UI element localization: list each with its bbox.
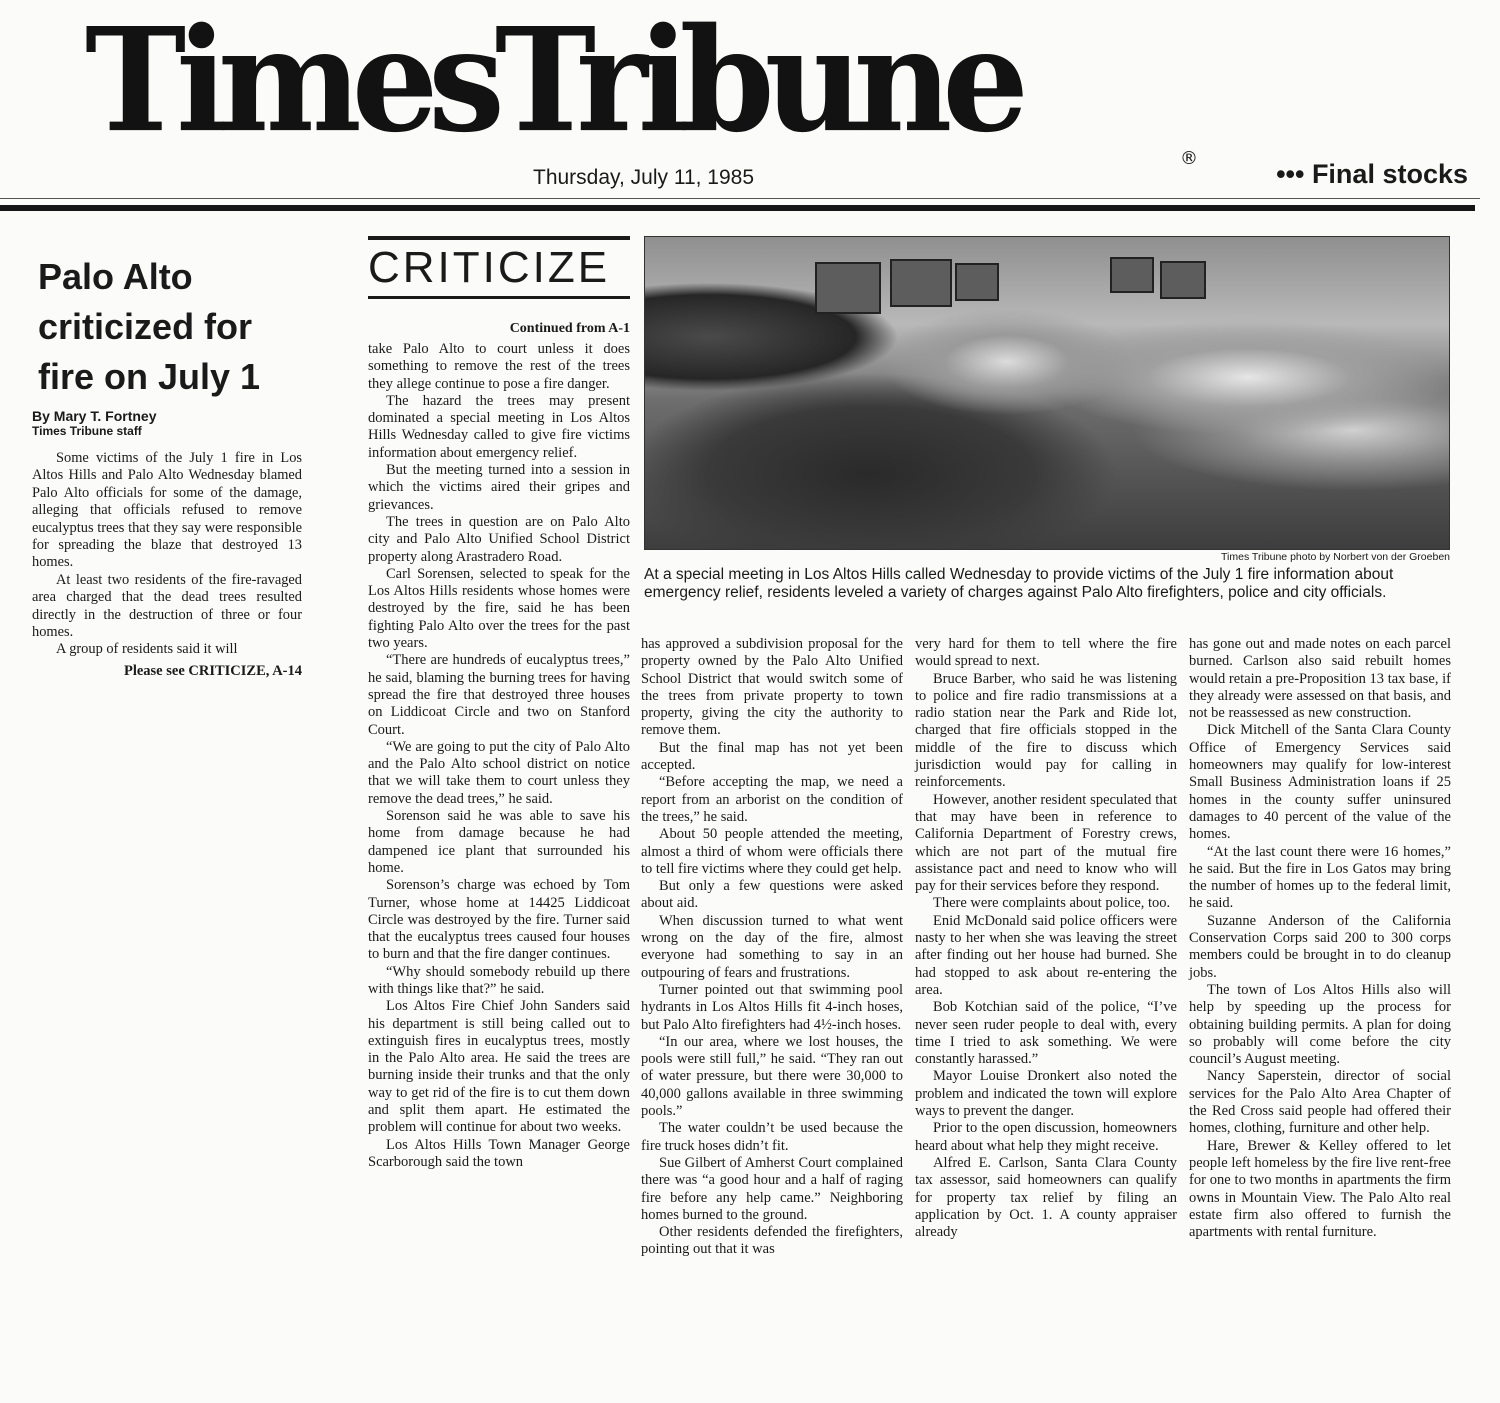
section-kicker: CRITICIZE (368, 243, 611, 292)
paragraph: Los Altos Fire Chief John Sanders said his department is still being called out to extinguish fires in eucalyptus trees, mostly in the Palo Alto area. He said the trees are burning inside their trunks and that the only way to get rid of the fire is to cut them down and split them apart. He estimated the problem will continue for about two weeks. (368, 998, 630, 1136)
wall-picture (815, 262, 881, 314)
paragraph: The water couldn’t be used because the fire truck hoses didn’t fit. (641, 1120, 903, 1154)
paragraph: However, another resident speculated that that may have been in reference to California Department of Forestry crews, which are not part of the mutual fire assistance pact and need to know who will pay for their services before they respond. (915, 791, 1177, 895)
paragraph: Dick Mitchell of the Santa Clara County Office of Emergency Services said homeowners may qualify for low-interest Small Business Administration loans if 25 homes in the county suffer uninsured damages to 40 percent of the value of the homes. (1189, 722, 1451, 843)
paragraph: “Why should somebody rebuild up there with things like that?” he said. (368, 963, 630, 997)
final-stocks-teaser[interactable]: ••• Final stocks (1276, 159, 1468, 189)
paragraph: Carl Sorensen, selected to speak for the Los Altos Hills residents whose homes were destroyed by the fire, said he has been fighting Palo Alto over the trees for the past two years. (368, 565, 630, 652)
paragraph: But the final map has not yet been accepted. (641, 739, 903, 774)
wall-picture (1110, 257, 1154, 293)
header-rule-thick (0, 205, 1475, 211)
paragraph: But the meeting turned into a session in which the victims aired their gripes and grievances. (368, 462, 630, 513)
paragraph: At least two residents of the fire-ravaged area charged that the dead trees resulted directly in the destruction of three or four homes. (32, 571, 302, 641)
story-column-1 (368, 236, 630, 1171)
paragraph: The hazard the trees may present dominated a special meeting in Los Altos Hills Wednesday called to give fire victims information about emergency relief. (368, 392, 630, 461)
story-column-3 (915, 636, 1177, 1241)
paragraph: Suzanne Anderson of the California Conservation Corps said 200 to 300 corps members could be brought in to do cleanup jobs. (1189, 912, 1451, 981)
paragraph: The town of Los Altos Hills also will help by speeding up the process for obtaining building permits. A plan for doing so probably will come before the city council’s August meeting. (1189, 981, 1451, 1068)
paragraph: A group of residents said it will (56, 641, 238, 658)
photo-credit: Times Tribune photo by Norbert von der Groeben (1221, 551, 1450, 563)
sidebar-article (32, 252, 302, 680)
paragraph: Enid McDonald said police officers were nasty to her when she was leaving the street after finding out her house had burned. She had stopped to ask about re-entering the area. (915, 912, 1177, 998)
paragraph: “We are going to put the city of Palo Alto and the Palo Alto school district on notice that we will take them to court unless they remove the dead trees,” he said. (368, 738, 630, 807)
paragraph: take Palo Alto to court unless it does something to remove the rest of the trees they allege continue to pose a fire danger. (368, 341, 630, 392)
meeting-photo (644, 236, 1450, 550)
header-rule-thin (0, 198, 1480, 199)
paragraph: very hard for them to tell where the fire would spread to next. (915, 636, 1177, 670)
paragraph: Bruce Barber, who said he was listening to police and fire radio transmissions at a radio station near the Park and Ride lot, charged that fire officials stopped in the middle of the fire to discuss which jurisdiction would pay for calling in reinforcements. (915, 670, 1177, 791)
byline-staff: Times Tribune staff (32, 424, 142, 438)
paragraph: has gone out and made notes on each parcel burned. Carlson also said rebuilt homes would retain a pre-Proposition 13 tax base, if they already were assessed on that basis, and not be reassessed as new construction. (1189, 636, 1451, 722)
kicker-rule-top (368, 236, 630, 240)
paragraph: There were complaints about police, too. (933, 895, 1171, 912)
paragraph: But only a few questions were asked about aid. (641, 878, 903, 912)
paragraph: Nancy Saperstein, director of social services for the Palo Alto Area Chapter of the Red Cross said people had offered their homes, clothing, furniture and other help. (1189, 1068, 1451, 1137)
paragraph: The trees in question are on Palo Alto city and Palo Alto Unified School District property along Arastradero Road. (368, 513, 630, 565)
story-column-4 (1189, 636, 1451, 1241)
story-body (915, 636, 1177, 1241)
jump-line[interactable]: Please see CRITICIZE, A-14 (123, 662, 302, 679)
paragraph: Turner pointed out that swimming pool hydrants in Los Altos Hills fit 4-inch hoses, but Palo Alto firefighters had 4½-inch hoses. (641, 981, 903, 1033)
wall-picture (890, 259, 952, 307)
paragraph: Los Altos Hills Town Manager George Scarborough said the town (368, 1136, 630, 1170)
paragraph: Sue Gilbert of Amherst Court complained there was “a good hour and a half of raging fire before any help came.” Neighboring homes burned to the ground. (641, 1154, 903, 1223)
paragraph: Hare, Brewer & Kelley offered to let people left homeless by the fire live rent-free for one to two months in apartments the firm owns in Mountain View. The Palo Alto real estate firm also offered to furnish the apartments with rental furniture. (1189, 1137, 1451, 1241)
paragraph: Sorenson’s charge was echoed by Tom Turner, whose home at 14425 Liddicoat Circle was destroyed by the fire. Turner said that the eucalyptus trees caused four houses to burn and that the fire danger continues. (368, 877, 630, 963)
masthead-logo: TimesTribune (85, 0, 1019, 165)
kicker-rule-bottom (368, 296, 630, 299)
story-column-2 (641, 636, 903, 1259)
paragraph: Other residents defended the firefighters, pointing out that it was (641, 1224, 903, 1258)
paragraph: “In our area, where we lost houses, the pools were still full,” he said. “They ran out of water pressure, but there were 30,000 to 40,000 gallons available in three swimming pools.” (641, 1033, 903, 1120)
wall-picture (1160, 261, 1206, 299)
issue-date: Thursday, July 11, 1985 (533, 166, 755, 189)
photo-caption: At a special meeting in Los Altos Hills called Wednesday to provide victims of the July 1 fire information about emergency relief, residents leveled a variety of charges against Palo Alto firefighters, police and city officials. (644, 566, 1394, 601)
paragraph: About 50 people attended the meeting, almost a third of whom were officials there to tell fire victims where they could get help. (641, 826, 903, 877)
registered-mark: ® (1180, 148, 1198, 169)
paragraph: Prior to the open discussion, homeowners heard about what help they might receive. (915, 1120, 1177, 1154)
paragraph: has approved a subdivision proposal for the property owned by the Palo Alto Unified School District that would switch some of the trees from private property to town property, giving the city the authority to remove them. (641, 636, 903, 739)
paragraph: Sorenson said he was able to save his home from damage because he had dampened ice plant that surrounded his home. (368, 808, 630, 876)
sidebar-body (32, 450, 302, 659)
paragraph: “At the last count there were 16 homes,” he said. But the fire in Los Gatos may bring the number of homes up to the federal limit, he said. (1189, 843, 1451, 912)
paragraph: “Before accepting the map, we need a report from an arborist on the condition of the trees,” he said. (641, 774, 903, 825)
story-body (368, 341, 630, 1171)
continued-line: Continued from A-1 (509, 321, 630, 336)
sidebar-headline: Palo Alto criticized for fire on July 1 (38, 256, 261, 397)
paragraph: Some victims of the July 1 fire in Los Altos Hills and Palo Alto Wednesday blamed Palo Alto officials for some of the damage, alleging that officials refused to remove eucalyptus trees that they say were responsible for spreading the blaze that destroyed 13 homes. (32, 450, 302, 571)
paragraph: Mayor Louise Dronkert also noted the problem and indicated the town will explore ways to prevent the danger. (915, 1068, 1177, 1120)
story-body (641, 636, 903, 1259)
byline: By Mary T. Fortney (32, 408, 157, 424)
paragraph: “There are hundreds of eucalyptus trees,” he said, blaming the burning trees for having spread the fire that destroyed three houses on Liddicoat Circle and two on Stanford Court. (368, 652, 630, 738)
story-body (1189, 636, 1451, 1241)
paragraph: When discussion turned to what went wrong on the day of the fire, almost everyone had something to say in an outpouring of fears and frustrations. (641, 912, 903, 981)
paragraph: Bob Kotchian said of the police, “I’ve never seen ruder people to deal with, every time I tried to ask something. We were constantly harassed.” (915, 999, 1177, 1068)
paragraph: Alfred E. Carlson, Santa Clara County tax assessor, said homeowners can qualify for property tax relief by filing an application by Oct. 1. A county appraiser already (915, 1154, 1177, 1241)
wall-picture (955, 263, 999, 301)
